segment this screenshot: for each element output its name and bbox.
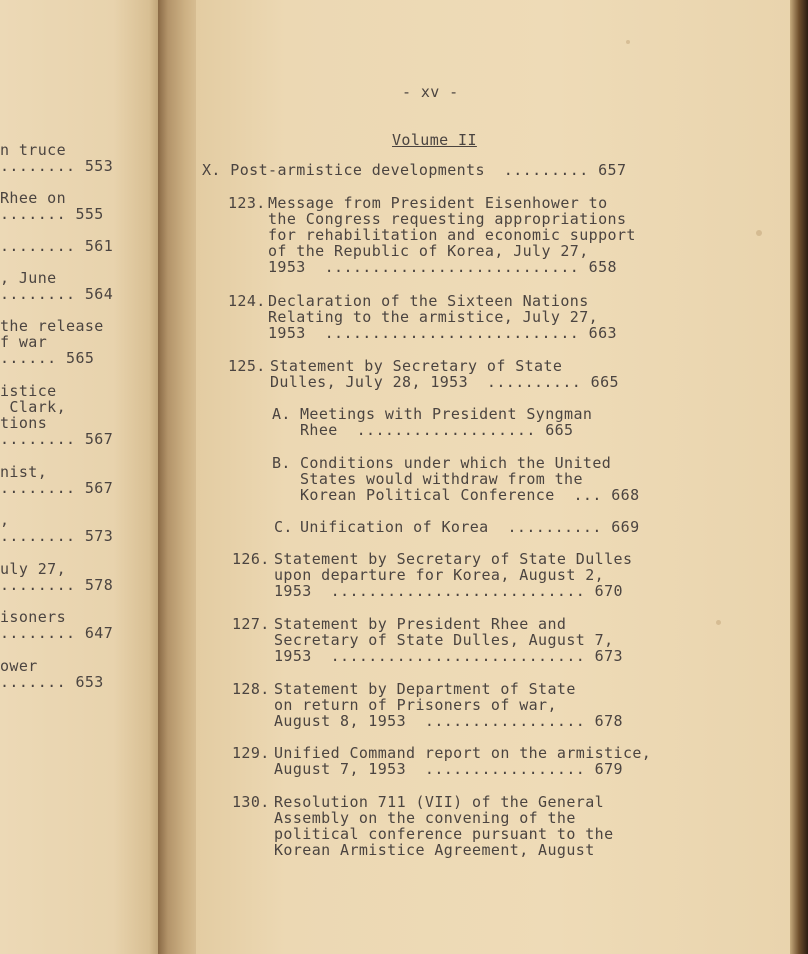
left-line: uly 27, [0,560,67,578]
entry-line: Statement by Department of State [274,680,576,698]
entry-number: 126. [232,550,270,568]
entry-line: Statement by Secretary of State Dulles [274,550,633,568]
left-line: Rhee on [0,189,67,207]
entry-line: Relating to the armistice, July 27, [268,308,599,326]
entry-line: on return of Prisoners of war, [274,696,557,714]
entry-number: 128. [232,680,270,698]
entry-line: upon departure for Korea, August 2, [274,566,605,584]
entry-line: August 7, 1953 ................. 679 [274,760,623,778]
entry-line: the Congress requesting appropriations [268,210,627,228]
subitem-line: Meetings with President Syngman [300,405,593,423]
paper-spot [756,230,762,236]
entry-line: Secretary of State Dulles, August 7, [274,631,614,649]
left-line: the release [0,317,104,335]
left-line: ........ 553 [0,157,114,175]
paper-spot [716,620,721,625]
entry-line: 1953 ........................... 663 [268,324,617,342]
entry-number: 123. [228,194,266,212]
subitem-letter: A. [272,405,291,423]
left-line: ........ 647 [0,624,114,642]
left-line: ........ 567 [0,479,114,497]
section-heading: X. Post-armistice developments ......... 657 [202,161,627,179]
page-edge [790,0,808,954]
right-page [196,0,794,954]
entry-number: 129. [232,744,270,762]
subitem-line: Rhee ................... 665 [300,421,574,439]
entry-line: Resolution 711 (VII) of the General [274,793,605,811]
entry-line: August 8, 1953 ................. 678 [274,712,623,730]
left-page [0,0,162,954]
left-line: , [0,511,10,529]
left-line: tions [0,414,48,432]
left-line: ....... 555 [0,205,104,223]
subitem-letter: C. [274,518,293,536]
left-line: ....... 653 [0,673,104,691]
entry-number: 125. [228,357,266,375]
page-marker: - xv - [402,83,459,101]
subitem-line: Conditions under which the United [300,454,612,472]
paper-spot [626,40,630,44]
left-line: istice [0,382,57,400]
left-line: ........ 567 [0,430,114,448]
left-line: isoners [0,608,67,626]
left-line: ........ 578 [0,576,114,594]
subitem-letter: B. [272,454,291,472]
entry-line: 1953 ........................... 658 [268,258,617,276]
left-line: ........ 573 [0,527,114,545]
entry-line: Unified Command report on the armistice, [274,744,652,762]
entry-number: 124. [228,292,266,310]
entry-number: 130. [232,793,270,811]
entry-line: Statement by President Rhee and [274,615,567,633]
entry-line: Statement by Secretary of State [270,357,563,375]
subitem-line: Korean Political Conference ... 668 [300,486,640,504]
left-line: nist, [0,463,48,481]
volume-title: Volume II [392,131,477,149]
entry-line: Declaration of the Sixteen Nations [268,292,589,310]
left-line: , June [0,269,57,287]
left-line: f war [0,333,48,351]
entry-line: Message from President Eisenhower to [268,194,608,212]
entry-line: of the Republic of Korea, July 27, [268,242,589,260]
left-line: n truce [0,141,67,159]
entry-line: Dulles, July 28, 1953 .......... 665 [270,373,619,391]
subitem-line: Unification of Korea .......... 669 [300,518,640,536]
left-line: ........ 564 [0,285,114,303]
entry-line: political conference pursuant to the [274,825,614,843]
left-line: ........ 561 [0,237,114,255]
left-line: Clark, [0,398,67,416]
entry-number: 127. [232,615,270,633]
left-line: ...... 565 [0,349,95,367]
left-line: ower [0,657,38,675]
entry-line: 1953 ........................... 670 [274,582,623,600]
entry-line: 1953 ........................... 673 [274,647,623,665]
entry-line: Korean Armistice Agreement, August [274,841,595,859]
entry-line: for rehabilitation and economic support [268,226,636,244]
subitem-line: States would withdraw from the [300,470,583,488]
entry-line: Assembly on the convening of the [274,809,576,827]
